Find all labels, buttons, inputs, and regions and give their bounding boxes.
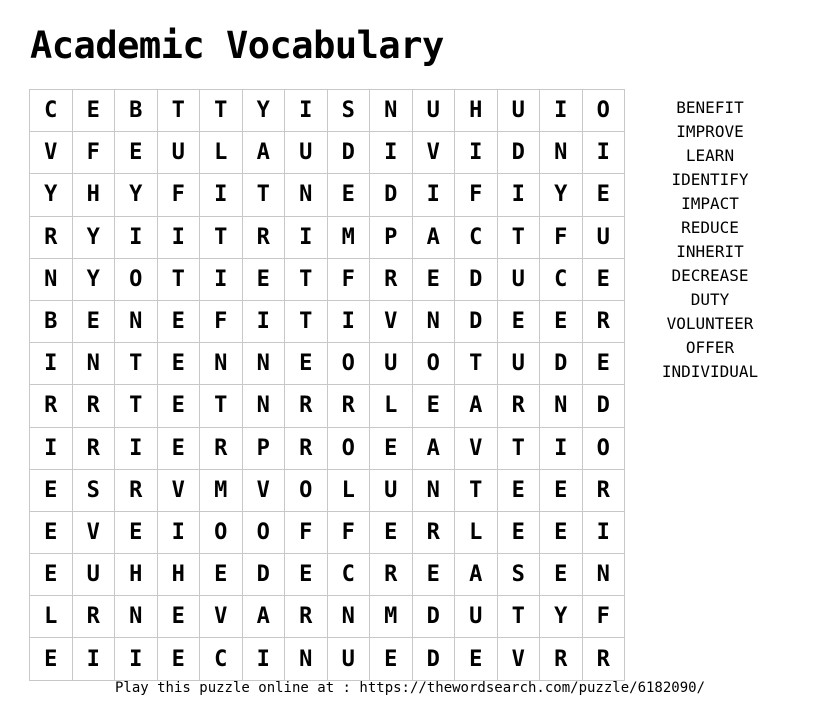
grid-cell[interactable]: R — [327, 385, 370, 427]
grid-cell[interactable]: E — [30, 554, 73, 596]
grid-cell[interactable]: N — [540, 385, 583, 427]
grid-cell[interactable]: A — [412, 427, 455, 469]
grid-row — [30, 638, 625, 680]
page-title: Academic Vocabulary — [30, 24, 444, 67]
puzzle-grid-body — [30, 90, 625, 681]
grid-cell[interactable]: E — [582, 343, 625, 385]
grid-cell[interactable]: P — [242, 427, 285, 469]
grid-cell[interactable]: T — [115, 343, 158, 385]
grid-cell[interactable]: E — [30, 469, 73, 511]
grid-cell[interactable]: T — [200, 216, 243, 258]
grid-cell[interactable]: L — [455, 511, 498, 553]
grid-cell[interactable]: E — [200, 554, 243, 596]
grid-cell[interactable]: I — [455, 132, 498, 174]
grid-cell[interactable]: A — [455, 385, 498, 427]
grid-cell[interactable]: R — [540, 638, 583, 680]
grid-cell[interactable]: Y — [242, 90, 285, 132]
grid-cell[interactable]: I — [157, 216, 200, 258]
grid-cell[interactable]: F — [72, 132, 115, 174]
grid-cell[interactable]: F — [157, 174, 200, 216]
grid-cell[interactable]: I — [115, 216, 158, 258]
grid-cell[interactable]: E — [497, 300, 540, 342]
puzzle-grid[interactable] — [29, 89, 625, 681]
grid-cell[interactable]: O — [582, 427, 625, 469]
grid-cell[interactable]: N — [582, 554, 625, 596]
grid-cell[interactable]: D — [370, 174, 413, 216]
grid-cell[interactable]: N — [242, 343, 285, 385]
grid-row — [30, 90, 625, 132]
grid-cell[interactable]: O — [200, 511, 243, 553]
grid-cell[interactable]: T — [200, 385, 243, 427]
grid-cell[interactable]: R — [370, 554, 413, 596]
grid-cell[interactable]: I — [30, 343, 73, 385]
grid-cell[interactable]: V — [200, 596, 243, 638]
grid-cell[interactable]: N — [242, 385, 285, 427]
grid-cell[interactable]: Y — [72, 258, 115, 300]
word-list-item: DUTY — [690, 290, 730, 309]
grid-cell[interactable]: R — [115, 469, 158, 511]
word-list-item: REDUCE — [681, 218, 739, 237]
grid-cell[interactable]: T — [455, 343, 498, 385]
grid-cell[interactable]: R — [242, 216, 285, 258]
grid-cell[interactable]: E — [497, 469, 540, 511]
grid-cell[interactable]: E — [72, 300, 115, 342]
grid-row — [30, 343, 625, 385]
grid-cell[interactable]: I — [540, 90, 583, 132]
grid-cell[interactable]: D — [582, 385, 625, 427]
grid-cell[interactable]: E — [412, 258, 455, 300]
grid-cell[interactable]: F — [327, 258, 370, 300]
grid-cell[interactable]: T — [285, 300, 328, 342]
grid-cell[interactable]: R — [30, 385, 73, 427]
grid-cell[interactable]: E — [540, 554, 583, 596]
grid-cell[interactable]: I — [72, 638, 115, 680]
grid-cell[interactable]: T — [497, 596, 540, 638]
grid-cell[interactable]: U — [370, 469, 413, 511]
grid-cell[interactable]: Y — [540, 174, 583, 216]
grid-cell[interactable]: I — [497, 174, 540, 216]
grid-cell[interactable]: E — [540, 469, 583, 511]
grid-cell[interactable]: E — [540, 300, 583, 342]
footer-link-text: Play this puzzle online at : https://thewordsearch.com/puzzle/6182090/ — [114, 680, 705, 696]
grid-cell[interactable]: R — [72, 427, 115, 469]
grid-cell[interactable]: R — [582, 638, 625, 680]
grid-cell[interactable]: U — [582, 216, 625, 258]
grid-cell[interactable]: O — [285, 469, 328, 511]
grid-cell[interactable]: E — [157, 385, 200, 427]
grid-cell[interactable]: C — [540, 258, 583, 300]
grid-cell[interactable]: R — [72, 596, 115, 638]
grid-cell[interactable]: O — [115, 258, 158, 300]
grid-cell[interactable]: P — [370, 216, 413, 258]
grid-cell[interactable]: L — [370, 385, 413, 427]
grid-cell[interactable]: O — [327, 427, 370, 469]
grid-cell[interactable]: D — [540, 343, 583, 385]
grid-cell[interactable]: F — [285, 511, 328, 553]
grid-cell[interactable]: O — [327, 343, 370, 385]
grid-cell[interactable]: R — [285, 427, 328, 469]
grid-cell[interactable]: D — [455, 258, 498, 300]
grid-cell[interactable]: E — [412, 385, 455, 427]
grid-cell[interactable]: S — [72, 469, 115, 511]
grid-cell[interactable]: S — [497, 554, 540, 596]
grid-cell[interactable]: T — [157, 90, 200, 132]
word-list-item: INDIVIDUAL — [661, 362, 759, 381]
grid-row — [30, 554, 625, 596]
grid-cell[interactable]: L — [327, 469, 370, 511]
grid-cell[interactable]: R — [582, 469, 625, 511]
grid-row — [30, 427, 625, 469]
grid-cell[interactable]: L — [30, 596, 73, 638]
grid-cell[interactable]: E — [157, 638, 200, 680]
grid-cell[interactable]: Y — [72, 216, 115, 258]
grid-cell[interactable]: E — [370, 638, 413, 680]
word-list-item: IMPACT — [681, 194, 739, 213]
grid-row — [30, 596, 625, 638]
grid-row — [30, 469, 625, 511]
word-list-item: IMPROVE — [676, 122, 744, 141]
grid-cell[interactable]: I — [285, 216, 328, 258]
grid-cell[interactable]: I — [115, 638, 158, 680]
grid-cell[interactable]: F — [200, 300, 243, 342]
grid-cell[interactable]: E — [370, 511, 413, 553]
word-list-item: VOLUNTEER — [666, 314, 754, 333]
grid-cell[interactable]: S — [327, 90, 370, 132]
grid-cell[interactable]: U — [455, 596, 498, 638]
grid-cell[interactable]: I — [285, 90, 328, 132]
grid-cell[interactable]: V — [30, 132, 73, 174]
grid-cell[interactable]: O — [412, 343, 455, 385]
grid-cell[interactable]: E — [540, 511, 583, 553]
grid-cell[interactable]: E — [157, 300, 200, 342]
grid-cell[interactable]: R — [370, 258, 413, 300]
grid-cell[interactable]: C — [455, 216, 498, 258]
grid-cell[interactable]: F — [327, 511, 370, 553]
grid-cell[interactable]: Y — [540, 596, 583, 638]
grid-cell[interactable]: L — [200, 132, 243, 174]
grid-cell[interactable]: T — [455, 469, 498, 511]
grid-cell[interactable]: H — [72, 174, 115, 216]
grid-cell[interactable]: E — [115, 132, 158, 174]
grid-cell[interactable]: D — [497, 132, 540, 174]
grid-cell[interactable]: V — [242, 469, 285, 511]
grid-cell[interactable]: T — [242, 174, 285, 216]
grid-cell[interactable]: I — [30, 427, 73, 469]
grid-cell[interactable]: E — [157, 596, 200, 638]
grid-cell[interactable]: U — [497, 343, 540, 385]
grid-cell[interactable]: B — [30, 300, 73, 342]
grid-cell[interactable]: E — [370, 427, 413, 469]
grid-cell[interactable]: I — [327, 300, 370, 342]
grid-cell[interactable]: U — [285, 132, 328, 174]
grid-cell[interactable]: Y — [115, 174, 158, 216]
grid-cell[interactable]: N — [370, 90, 413, 132]
grid-cell[interactable]: N — [327, 596, 370, 638]
grid-cell[interactable]: E — [582, 174, 625, 216]
grid-cell[interactable]: I — [242, 300, 285, 342]
grid-cell[interactable]: N — [72, 343, 115, 385]
grid-cell[interactable]: D — [327, 132, 370, 174]
grid-cell[interactable]: V — [72, 511, 115, 553]
grid-cell[interactable]: E — [242, 258, 285, 300]
grid-cell[interactable]: V — [412, 132, 455, 174]
grid-row — [30, 385, 625, 427]
grid-cell[interactable]: T — [497, 427, 540, 469]
grid-cell[interactable]: E — [30, 511, 73, 553]
grid-cell[interactable]: R — [582, 300, 625, 342]
grid-cell[interactable]: N — [30, 258, 73, 300]
grid-cell[interactable]: I — [370, 132, 413, 174]
grid-cell[interactable]: I — [582, 132, 625, 174]
grid-cell[interactable]: E — [72, 90, 115, 132]
grid-cell[interactable]: A — [412, 216, 455, 258]
grid-cell[interactable]: F — [455, 174, 498, 216]
word-list-item: IDENTIFY — [671, 170, 749, 189]
grid-cell[interactable]: D — [455, 300, 498, 342]
grid-cell[interactable]: R — [30, 216, 73, 258]
grid-cell[interactable]: E — [115, 511, 158, 553]
grid-cell[interactable]: T — [285, 258, 328, 300]
grid-row — [30, 174, 625, 216]
grid-cell[interactable]: U — [157, 132, 200, 174]
grid-cell[interactable]: V — [157, 469, 200, 511]
grid-cell[interactable]: E — [30, 638, 73, 680]
grid-cell[interactable]: M — [200, 469, 243, 511]
grid-cell[interactable]: I — [200, 258, 243, 300]
grid-cell[interactable]: H — [455, 90, 498, 132]
grid-row — [30, 511, 625, 553]
grid-cell[interactable]: E — [157, 427, 200, 469]
grid-cell[interactable]: N — [412, 469, 455, 511]
grid-cell[interactable]: R — [72, 385, 115, 427]
grid-cell[interactable]: T — [157, 258, 200, 300]
grid-cell[interactable]: T — [497, 216, 540, 258]
word-list-item: LEARN — [685, 146, 735, 165]
grid-cell[interactable]: V — [497, 638, 540, 680]
grid-row — [30, 132, 625, 174]
grid-cell[interactable]: I — [157, 511, 200, 553]
grid-cell[interactable]: I — [540, 427, 583, 469]
grid-cell[interactable]: N — [200, 343, 243, 385]
grid-cell[interactable]: M — [327, 216, 370, 258]
word-list-item: DECREASE — [671, 266, 749, 285]
word-list — [640, 96, 780, 384]
grid-cell[interactable]: I — [412, 174, 455, 216]
word-list-item: BENEFIT — [676, 98, 744, 117]
grid-cell[interactable]: T — [200, 90, 243, 132]
grid-row — [30, 258, 625, 300]
grid-cell[interactable]: C — [30, 90, 73, 132]
grid-cell[interactable]: C — [200, 638, 243, 680]
grid-cell[interactable]: V — [370, 300, 413, 342]
grid-cell[interactable]: D — [412, 596, 455, 638]
grid-cell[interactable]: A — [242, 132, 285, 174]
word-list-item: OFFER — [685, 338, 735, 357]
grid-cell[interactable]: I — [242, 638, 285, 680]
grid-cell[interactable]: N — [412, 300, 455, 342]
grid-row — [30, 300, 625, 342]
grid-cell[interactable]: O — [242, 511, 285, 553]
grid-cell[interactable]: R — [200, 427, 243, 469]
word-list-item: INHERIT — [676, 242, 744, 261]
grid-cell[interactable]: R — [285, 385, 328, 427]
grid-cell[interactable]: N — [540, 132, 583, 174]
grid-cell[interactable]: D — [412, 638, 455, 680]
grid-cell[interactable]: U — [497, 258, 540, 300]
grid-cell[interactable]: O — [582, 90, 625, 132]
grid-cell[interactable]: C — [327, 554, 370, 596]
grid-cell[interactable]: U — [497, 90, 540, 132]
grid-cell[interactable]: I — [115, 427, 158, 469]
grid-cell[interactable]: Y — [30, 174, 73, 216]
grid-cell[interactable]: I — [200, 174, 243, 216]
grid-cell[interactable]: N — [285, 174, 328, 216]
grid-cell[interactable]: T — [115, 385, 158, 427]
grid-cell[interactable]: M — [370, 596, 413, 638]
grid-cell[interactable]: N — [285, 638, 328, 680]
grid-cell[interactable]: U — [72, 554, 115, 596]
grid-cell[interactable]: H — [115, 554, 158, 596]
grid-cell[interactable]: U — [412, 90, 455, 132]
grid-cell[interactable]: N — [115, 300, 158, 342]
grid-cell[interactable]: U — [327, 638, 370, 680]
grid-cell[interactable]: E — [412, 554, 455, 596]
grid-cell[interactable]: U — [370, 343, 413, 385]
grid-cell[interactable]: D — [242, 554, 285, 596]
grid-cell[interactable]: N — [115, 596, 158, 638]
grid-cell[interactable]: E — [582, 258, 625, 300]
grid-cell[interactable]: E — [285, 343, 328, 385]
grid-cell[interactable]: R — [412, 511, 455, 553]
grid-cell[interactable]: R — [285, 596, 328, 638]
grid-cell[interactable]: B — [115, 90, 158, 132]
grid-cell[interactable]: E — [455, 638, 498, 680]
grid-cell[interactable]: I — [582, 511, 625, 553]
grid-cell[interactable]: E — [497, 511, 540, 553]
grid-cell[interactable]: E — [285, 554, 328, 596]
grid-cell[interactable]: E — [157, 343, 200, 385]
grid-cell[interactable]: A — [242, 596, 285, 638]
grid-cell[interactable]: A — [455, 554, 498, 596]
grid-cell[interactable]: H — [157, 554, 200, 596]
grid-cell[interactable]: V — [455, 427, 498, 469]
grid-cell[interactable]: F — [582, 596, 625, 638]
grid-cell[interactable]: E — [327, 174, 370, 216]
grid-row — [30, 216, 625, 258]
grid-cell[interactable]: R — [497, 385, 540, 427]
grid-cell[interactable]: F — [540, 216, 583, 258]
